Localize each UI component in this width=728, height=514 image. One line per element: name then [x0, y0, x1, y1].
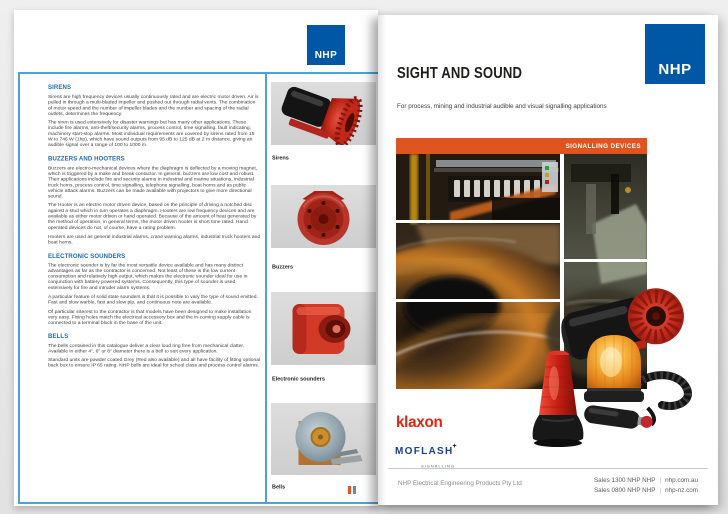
buzzer-product-image: [271, 185, 376, 248]
section-heading: SIRENS: [48, 84, 72, 91]
page-subtitle: For process, mining and industrial audible and visual signalling applications: [397, 103, 607, 110]
section-heading: ELECTRONIC SOUNDERS: [48, 252, 126, 260]
product-label: Sirens: [272, 155, 289, 162]
product-label: Electronic sounders: [272, 376, 325, 383]
column-divider-rule: [265, 72, 267, 504]
section-sirens: [48, 84, 260, 148]
cable-cutout: [638, 375, 688, 406]
moflash-sub-label: SIGNALLING: [421, 464, 456, 469]
text-column: [48, 84, 261, 484]
nhp-logo: [645, 24, 705, 84]
siren-product-image: [271, 82, 376, 145]
footer-contact-au: [594, 476, 698, 486]
sales-nz: Sales 0800 NHP NHP: [593, 486, 656, 494]
bell-product-image: [271, 403, 376, 475]
section-heading: BUZZERS AND HOOTERS: [48, 155, 125, 162]
product-label: Bells: [272, 484, 286, 491]
section-buzzers-hooters: [48, 155, 260, 245]
paragraph: Sirens are high frequency devices usually continuously rated and are electric motor driven. Air is pulled in through a multi-bladed impeller and pushed out through radial vents. The combination of motor speed and the number of impeller blades and the number and spacing of the radial outlets, determines the frequency.: [48, 93, 259, 116]
nhp-logo-text: NHP: [658, 61, 692, 78]
paragraph: The bells contained in this catalogue deliver a clear loud ring free from mechanical clatter. Available in either 4", 6" or 8" diameter there is a bell to suit every application.: [48, 342, 245, 354]
nhp-logo: [307, 25, 345, 65]
section-electronic-sounders: [48, 253, 260, 326]
page-title: SIGHT AND SOUND: [397, 65, 523, 82]
product-label: Buzzers: [272, 264, 294, 271]
paragraph: Of particular interest to the contractor is that models have been designed to make installation very easy. Fixing holes match the electrical accessory box and the in-coming supply cable is connected to a terminal block in the base of the unit.: [48, 308, 252, 326]
page-marker-icon: [348, 486, 356, 494]
moflash-logo: [395, 441, 489, 476]
paragraph: The Hooter is an electric motor driven device, based on the principle of driving a notched disc against a stud which in turn operates a diaphragm. Hooters are low frequency devices and are available as either motor driven or hand operated. Because of the amount of heat generated by the method of operation, in general terms, the motor driven hooter is short time rated. Hand operated devices do not, of course, have a rating problem.: [48, 201, 257, 231]
footer-company: NHP Electrical Engineering Products Pty Ltd: [398, 480, 522, 487]
plug-cutout: [583, 399, 656, 432]
nhp-logo-text: NHP: [314, 50, 338, 61]
site-au: nhp.com.au: [665, 477, 698, 484]
paragraph: Buzzers are electro-mechanical devices where the diaphragm is deflected by a moving magnet, which is triggered by a make and break contactor. In general, buzzers are low cost and robust. Their applications include fire and security alarms in industrial and marine situations, industrial truck horns, process control, time signalling, telephone signalling, boat horns and as public vehicle attack alarms. Buzzers can be made available with projectors to give more directional sound.: [48, 164, 258, 199]
right-page: [378, 15, 718, 505]
red-cone-beacon-cutout: [533, 351, 584, 448]
moflash-plus-mark: +: [452, 442, 457, 450]
signalling-devices-banner: [396, 138, 647, 154]
separator: |: [659, 477, 662, 484]
section-heading: BELLS: [48, 332, 69, 340]
klaxon-logo: klaxon: [396, 414, 443, 431]
paragraph: The electronic sounder is by far the most versatile device available and has many distinct advantages as far as the contractor is concerned. Not least of these is the low current consumption and relatively high output, which makes the electronic sounder ideal for use in conjunction with battery powered systems. Consequently, this type of sounder is used extensively for fire and intruder alarm systems.: [48, 261, 248, 291]
electronic-sounder-product-image: [271, 292, 376, 365]
separator: |: [659, 486, 662, 494]
footer-divider: [388, 468, 708, 469]
paragraph: The siren is used extensively for disaster warnings but has many other applications. These include fire alarms, anti-theft/security alarms, process control, time signalling, fault indicating, machinery start-stop alarms. Most individual requirements are covered by sirens rated from 15 W to 746 W (1hp), which have sound outputs from 95 dB to 125 dB at 2 m distance, giving an audible signal over a range of 100 to 1000 m.: [48, 119, 255, 148]
product-cutouts: [526, 287, 716, 452]
section-bells: [48, 333, 260, 368]
footer-contact: [594, 476, 698, 495]
site-nz: nhp-nz.com: [665, 486, 698, 494]
moflash-wordmark: MOFLASH: [395, 446, 454, 457]
footer-contact-nz: [594, 486, 698, 496]
paragraph: A particular feature of solid state sounders is that it is possible to vary the type of sound emitted. Fast and slow warble, fast and slow pip, and continuous note are available.: [48, 293, 258, 305]
left-page: [14, 10, 378, 506]
sales-au: Sales 1300 NHP NHP: [593, 477, 656, 484]
paragraph: Hooters are used as general industrial alarms, crane warning alarms, industrial truck hooters and boat horns.: [48, 233, 261, 245]
amber-beacon-cutout: [584, 335, 644, 402]
paragraph: Standard units are powder coated Grey (Red also available) and all have facility of fitting optional back box to ensure IP 65 rating. NHP bells are ideal for school class and process control alarms.: [48, 356, 261, 369]
banner-label: SIGNALLING DEVICES: [565, 142, 641, 150]
